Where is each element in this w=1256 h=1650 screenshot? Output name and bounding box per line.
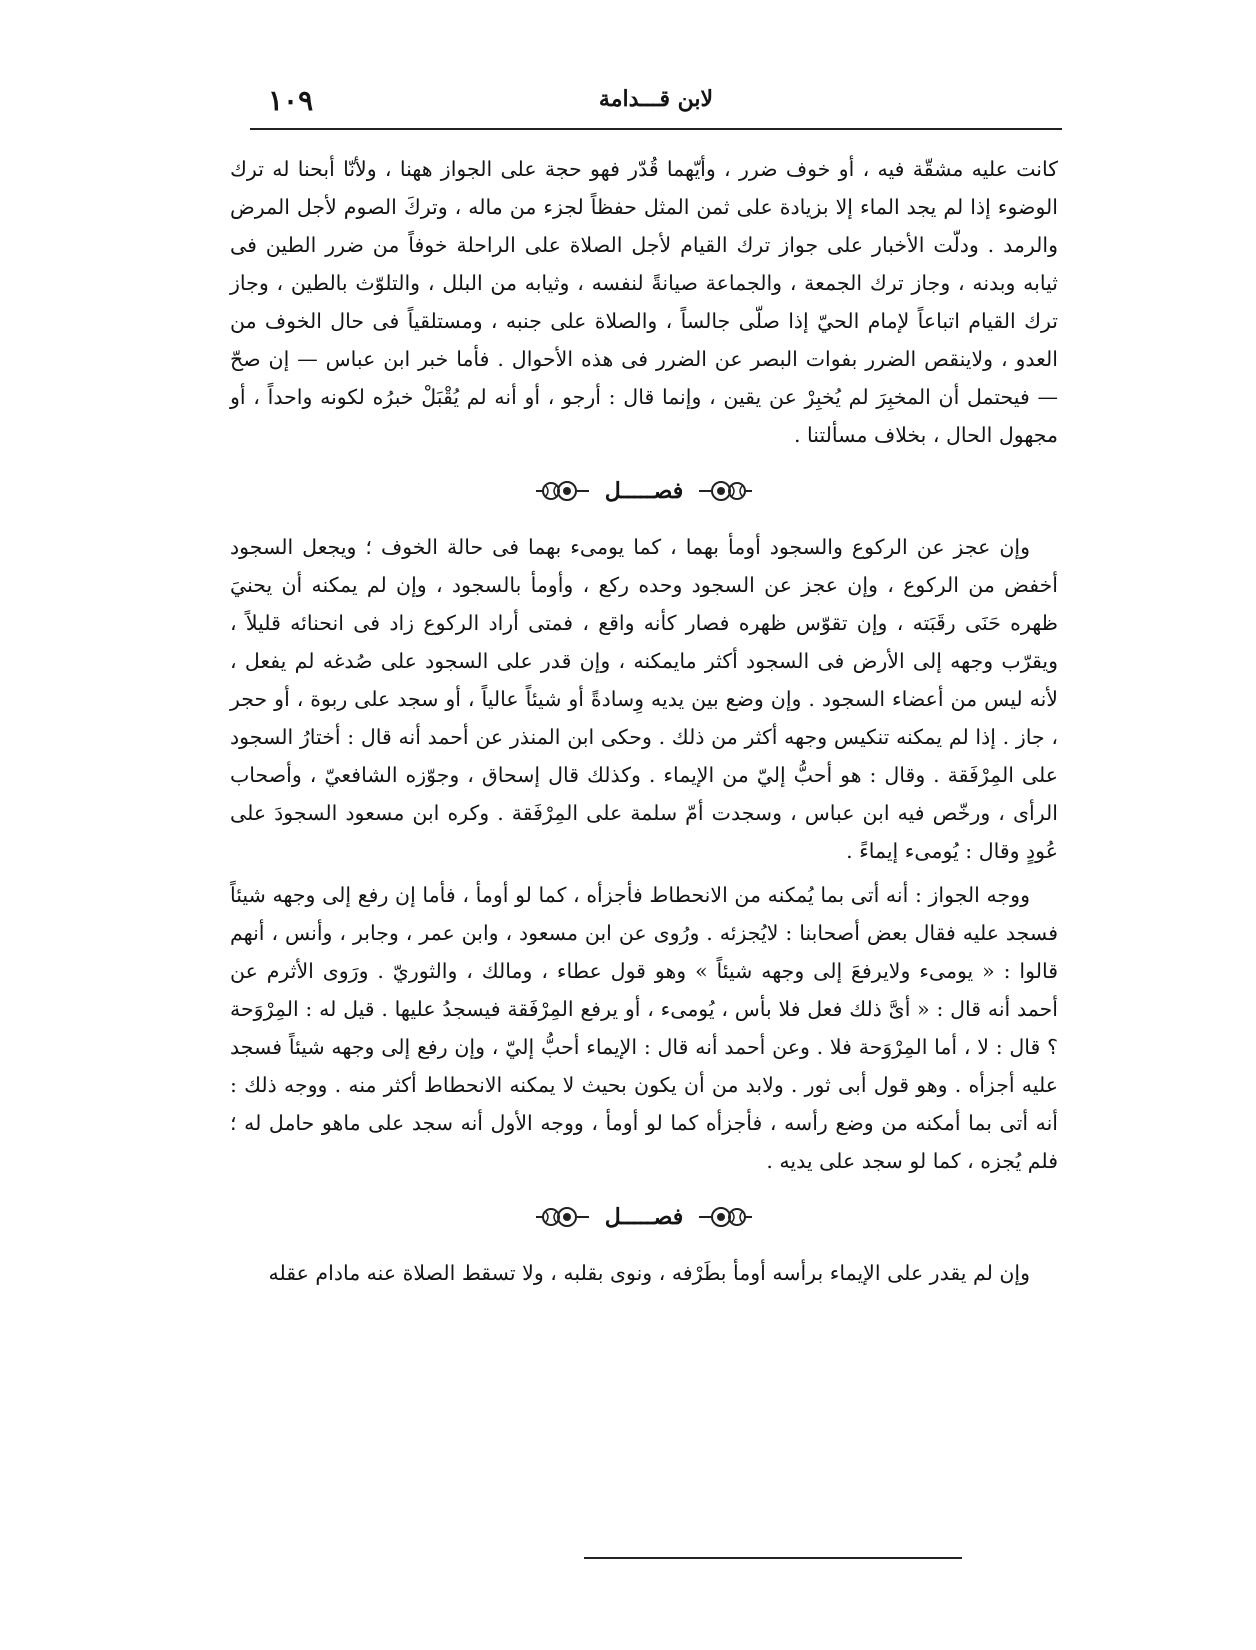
text-line: ترك الجمعة ، والجماعة صيانةً لنفسه ، وثيابه من البلل ، والتلوّث بالطين ، وجاز ترك القيام اتباعاً لإمام xyxy=(230,271,1058,333)
text-line: إلى الأرض فى السجود أكثر مايمكنه ، وإن قدر على السجود على صُدغه لم يفعل ، لأنه ليس من أعضاء xyxy=(230,649,1058,711)
running-title: لابن قـــدامة xyxy=(598,86,714,112)
ornament-icon xyxy=(697,478,753,504)
ornament-icon xyxy=(535,478,591,504)
paragraph xyxy=(230,528,1058,870)
text-line: عن يقين ، وإنما قال : أرجو ، أو أنه لم يُقْبَلْ خبرُه لكونه واحداً ، أو مجهول الحال ، بخلاف مسألتنا . xyxy=(230,385,1058,447)
page-number: ١٠٩ xyxy=(268,84,314,117)
text-line: أجزأه . وهو قول أبى ثور . ولابد من أن يكون بحيث لا يمكنه الانحطاط أكثر منه . ووجه ذلك : xyxy=(230,1073,1015,1097)
paragraph xyxy=(230,876,1058,1180)
page-header xyxy=(250,78,1062,128)
text-line: قالوا : « يومىء ولايرفعَ إلى وجهه شيئاً » وهو قول عطاء ، ومالك ، والثوريّ . ورَوى الأثرم عن أحمد xyxy=(230,959,1058,1021)
text-line: ووجه الجواز : أنه أتى بما يُمكنه من الانحطاط فأجزأه ، كما لو أومأ ، فأما إن رفع إلى وجهه شيئاً xyxy=(230,883,1030,907)
text-line: السجود . وإن وضع بين يديه وِسادةً أو شيئاً عالياً ، أو سجد على ربوة ، أو حجر ، جاز . إذا لم يمكنه xyxy=(230,687,1058,749)
header-rule xyxy=(250,128,1062,130)
paragraph-continuation xyxy=(230,150,1058,454)
text-line: لا ، أما المِرْوَحة فلا . وعن أحمد أنه قال : الإيماء أحبُّ إليّ ، وإن رفع إلى وجهه شيئاً فسجد عليه xyxy=(230,1035,1058,1097)
ornament-icon xyxy=(697,1204,753,1230)
text-line: تنكيس وجهه أكثر من ذلك . وحكى ابن المنذر عن أحمد أنه قال : أختارُ السجود على المِرْفَقة . وقال : xyxy=(230,725,1058,787)
text-line: من الركوع ، وإن عجز عن السجود وحده ركع ، وأومأ بالسجود ، وإن لم يمكنه أن يحنيَ ظهره حَنَى xyxy=(230,573,1058,635)
text-line: يُجزه ، كما لو سجد على يديه . xyxy=(766,1149,1022,1173)
text-line: وإن لم يقدر على الإيماء برأسه أومأ بطَرْفه ، ونوى بقلبه ، ولا تسقط الصلاة عنه مادام عقله xyxy=(268,1261,1030,1285)
text-line: أنه أتى بما أمكنه من وضع رأسه ، فأجزأه كما لو أومأ ، ووجه الأول أنه سجد على ماهو حامل له ؛ فلم xyxy=(230,1111,1058,1173)
section-heading-text: فصـــــل xyxy=(604,478,684,504)
section-heading-text: فصـــــل xyxy=(604,1204,684,1230)
page-body xyxy=(230,150,1058,1292)
text-line: وإن عجز عن الركوع والسجود أومأ بهما ، كما يومىء بهما فى حالة الخوف ؛ ويجعل السجود أخفض xyxy=(230,535,1058,597)
text-line: ودلّت الأخبار على جواز ترك القيام لأجل الصلاة على الراحلة خوفاً من ضرر الطين فى ثيابه وبدنه ، وجاز xyxy=(230,233,1058,295)
footnote-rule xyxy=(584,1557,962,1559)
section-heading xyxy=(230,1180,1058,1254)
section-heading xyxy=(230,454,1058,528)
text-line: كانت عليه مشقّة فيه ، أو خوف ضرر ، وأيّهما قُدّر فهو حجة على الجواز ههنا ، ولأنّا أبحنا له ترك xyxy=(230,157,1058,181)
text-line: أنه قال : « أىَّ ذلك فعل فلا بأس ، يُومىء ، أو يرفع المِرْفَقة فيسجدُ عليها . قيل له : المِرْوَحة ؟ قال : xyxy=(230,997,1058,1059)
text-line: الوضوء إذا لم يجد الماء إلا بزيادة على ثمن المثل حفظاً لجزء من ماله ، وتركَ الصوم لأجل المرض والرمد . xyxy=(230,195,1058,257)
ornament-icon xyxy=(535,1204,591,1230)
text-line: ابن عباس ، وسجدت أمّ سلمة على المِرْفَقة . وكره ابن مسعود السجودَ على عُودٍ وقال : يُومىء إيماءً . xyxy=(230,801,1058,863)
text-line: هو أحبُّ إليّ من الإيماء . وكذلك قال إسحاق ، وجوّزه الشافعيّ ، وأصحاب الرأى ، ورخّص فيه xyxy=(230,763,1058,825)
text-line: رقَبَته ، وإن تقوّس ظهره فصار كأنه واقع ، فمتى أراد الركوع زاد فى انحنائه قليلاً ، ويقرّب وجهه xyxy=(230,611,1058,673)
paragraph xyxy=(230,1254,1058,1292)
text-line: البصر عن الضرر فى هذه الأحوال . فأما خبر ابن عباس — إن صحّ — فيحتمل أن المخبِرَ لم يُخبِرْ xyxy=(230,347,1058,409)
text-line: فسجد عليه فقال بعض أصحابنا : لايُجزئه . ورُوى عن ابن مسعود ، وابن عمر ، وجابر ، وأنس ، أنهم xyxy=(230,921,1058,945)
text-line: الحيّ إذا صلّى جالساً ، والصلاة على جنبه ، ومستلقياً فى حال الخوف من العدو ، ولاينقص الضرر بفوات xyxy=(230,309,1058,371)
